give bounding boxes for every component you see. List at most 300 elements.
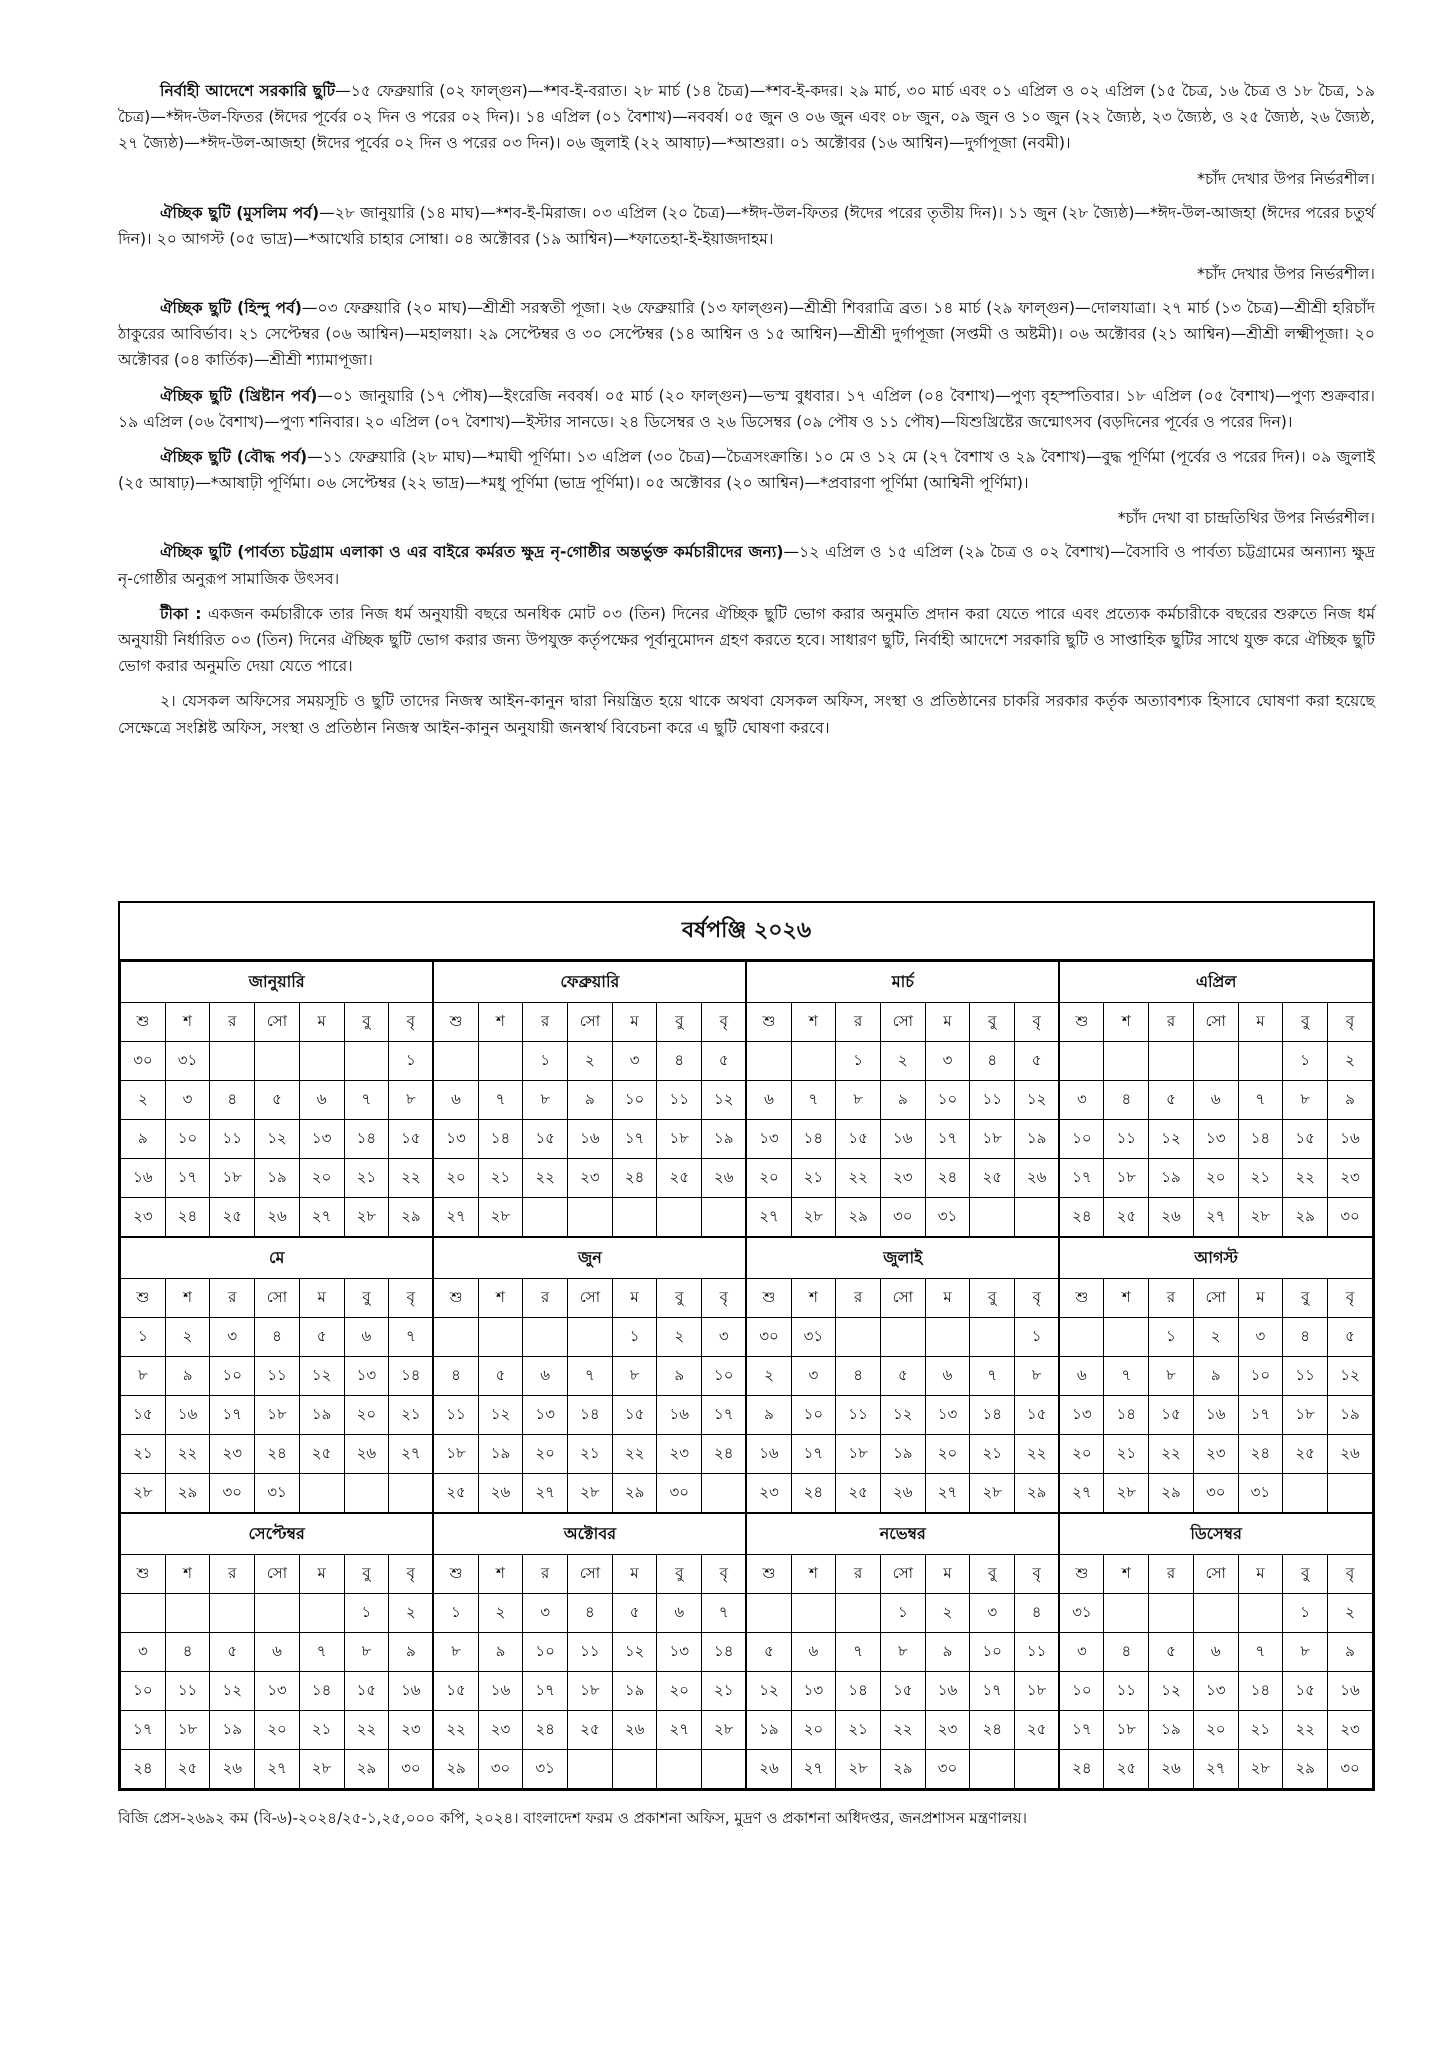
weekday-label: শ (165, 1555, 210, 1594)
week-row (121, 1474, 1373, 1514)
weekday-label: ম (1238, 1279, 1283, 1318)
day-cell: ৩ (1059, 1633, 1104, 1672)
day-cell: ২৬ (1015, 1159, 1060, 1198)
day-cell: ৫ (880, 1357, 925, 1396)
day-cell: ৩০ (121, 1042, 166, 1081)
day-cell: ২৩ (210, 1435, 255, 1474)
day-cell: ১৭ (1059, 1711, 1104, 1750)
day-cell: ২৩ (925, 1711, 970, 1750)
day-cell: ৩ (1238, 1318, 1283, 1357)
day-cell (612, 1750, 657, 1789)
day-cell: ৭ (299, 1633, 344, 1672)
week-row (121, 1594, 1373, 1633)
weekday-label: বৃ (389, 1003, 434, 1042)
day-cell: ৮ (1283, 1081, 1328, 1120)
weekday-label: বৃ (389, 1279, 434, 1318)
day-cell: ২২ (1015, 1435, 1060, 1474)
day-cell: ৬ (657, 1594, 702, 1633)
weekday-label: সো (568, 1003, 613, 1042)
lunar-note: *চাঁদ দেখা বা চান্দ্রতিথির উপর নির্ভরশীল। (1117, 509, 1375, 528)
day-cell: ১ (121, 1318, 166, 1357)
day-cell: ১ (344, 1594, 389, 1633)
day-cell: ২৩ (1327, 1711, 1372, 1750)
day-cell (970, 1318, 1015, 1357)
day-cell: ৮ (433, 1633, 478, 1672)
day-cell: ২৮ (791, 1198, 836, 1238)
day-cell: ২৬ (702, 1159, 747, 1198)
day-cell: ১২ (1149, 1120, 1194, 1159)
month-header-row (121, 962, 1373, 1003)
day-cell: ৫ (702, 1042, 747, 1081)
day-cell: ২৩ (746, 1474, 791, 1514)
day-cell: ২৪ (1059, 1750, 1104, 1789)
weekday-label: শ (165, 1003, 210, 1042)
day-cell: ৯ (1327, 1633, 1372, 1672)
day-cell: ২৪ (121, 1750, 166, 1789)
day-cell: ২৫ (433, 1474, 478, 1514)
day-cell: ৮ (880, 1633, 925, 1672)
day-cell: ৪ (433, 1357, 478, 1396)
day-cell: ৮ (389, 1081, 434, 1120)
weekday-label: বু (970, 1279, 1015, 1318)
weekday-row (121, 1555, 1373, 1594)
week-row (121, 1042, 1373, 1081)
day-cell: ২ (1327, 1042, 1372, 1081)
calendar-title: বর্ষপঞ্জি ২০২৬ (120, 903, 1373, 961)
weekday-row (121, 1003, 1373, 1042)
month-name: মে (121, 1237, 434, 1279)
day-cell: ২৩ (1327, 1159, 1372, 1198)
day-cell: ১৭ (970, 1672, 1015, 1711)
day-cell (299, 1594, 344, 1633)
day-cell: ১৯ (478, 1435, 523, 1474)
paragraph-text: —১৫ ফেব্রুয়ারি (০২ ফাল্গুন)—*শব-ই-বরাত। ২৮ মার্চ (১৪ চৈত্র)—*শব-ই-কদর। ২৯ মার্চ, ৩০ মার্চ এবং ০১ এপ্রিল ও ০২ এপ্রিল (১৫ চৈত্র, ১৬ চৈত্র ও ১৮ চৈত্র, ১৯ চৈত্র)—*ঈদ-উল-ফিতর (ঈদের পূর্বের ০২ দিন ও পরের ০২ দিন)। ১৪ এপ্রিল (০১ বৈশাখ)—নববর্ষ। ০৫ জুন ও ০৬ জুন এবং ০৮ জুন, ০৯ জুন ও ১০ জুন (২২ জ্যৈষ্ঠ, ২৩ জ্যৈষ্ঠ, ও ২৫ জ্যৈষ্ঠ, ২৬ জ্যৈষ্ঠ, ২৭ জ্যৈষ্ঠ)—*ঈদ-উল-আজহা (ঈদের পূর্বের ০২ দিন ও পরের ০৩ দিন)। ০৬ জুলাই (২২ আষাঢ়)—*আশুরা। ০১ অক্টোবর (১৬ আশ্বিন)—দুর্গাপূজা (নবমী)। (118, 82, 1375, 153)
day-cell (657, 1198, 702, 1238)
day-cell: ১ (389, 1042, 434, 1081)
day-cell (344, 1042, 389, 1081)
week-row (121, 1357, 1373, 1396)
day-cell: ৩ (791, 1357, 836, 1396)
day-cell: ৭ (702, 1594, 747, 1633)
day-cell: ১৭ (791, 1435, 836, 1474)
week-row (121, 1711, 1373, 1750)
day-cell: ৬ (299, 1081, 344, 1120)
weekday-label: বৃ (1327, 1279, 1372, 1318)
day-cell: ১২ (1327, 1357, 1372, 1396)
month-name: অক্টোবর (433, 1513, 746, 1555)
day-cell: ১ (836, 1042, 881, 1081)
day-cell: ২৮ (299, 1750, 344, 1789)
weekday-label: সো (880, 1003, 925, 1042)
day-cell: ২৯ (344, 1750, 389, 1789)
day-cell: ৪ (165, 1633, 210, 1672)
weekday-label: ম (925, 1279, 970, 1318)
day-cell: ২১ (1104, 1435, 1149, 1474)
day-cell: ২০ (255, 1711, 300, 1750)
day-cell: ২৮ (1238, 1198, 1283, 1238)
weekday-label: শু (433, 1279, 478, 1318)
paragraph-lead: ঐচ্ছিক ছুটি (মুসলিম পর্ব) (160, 203, 320, 222)
day-cell: ১৮ (210, 1159, 255, 1198)
day-cell: ১০ (210, 1357, 255, 1396)
day-cell: ৮ (836, 1081, 881, 1120)
day-cell: ৩০ (880, 1198, 925, 1238)
moon-sighting-note: *চাঁদ দেখার উপর নির্ভরশীল। (1197, 169, 1375, 188)
day-cell: ১৫ (612, 1396, 657, 1435)
week-row (121, 1633, 1373, 1672)
day-cell: ২১ (344, 1159, 389, 1198)
day-cell: ৯ (925, 1633, 970, 1672)
weekday-label: বু (344, 1279, 389, 1318)
weekday-label: র (836, 1003, 881, 1042)
day-cell: ২০ (746, 1159, 791, 1198)
day-cell: ২৪ (970, 1711, 1015, 1750)
paragraph-text: ২। যেসকল অফিসের সময়সূচি ও ছুটি তাদের নিজস্ব আইন-কানুন দ্বারা নিয়ন্ত্রিত হয়ে থাকে অথবা যেসকল অফিস, সংস্থা ও প্রতিষ্ঠানের চাকরি সরকার কর্তৃক অত্যাবশ্যক হিসাবে ঘোষণা করা হয়েছে সেক্ষেত্রে সংশ্লিষ্ট অফিস, সংস্থা ও প্রতিষ্ঠান নিজস্ব আইন-কানুন অনুযায়ী জনস্বার্থ বিবেচনা করে এ ছুটি ঘোষণা করবে। (118, 692, 1375, 737)
day-cell: ২৭ (657, 1711, 702, 1750)
day-cell: ১৩ (344, 1357, 389, 1396)
weekday-label: ম (299, 1279, 344, 1318)
weekday-label: ম (1238, 1003, 1283, 1042)
day-cell: ২২ (433, 1711, 478, 1750)
week-row (121, 1159, 1373, 1198)
day-cell (1149, 1594, 1194, 1633)
day-cell: ২ (746, 1357, 791, 1396)
day-cell: ১৫ (433, 1672, 478, 1711)
day-cell: ২৩ (389, 1711, 434, 1750)
weekday-label: বু (1283, 1555, 1328, 1594)
day-cell: ২৫ (836, 1474, 881, 1514)
day-cell: ২৩ (657, 1435, 702, 1474)
day-cell: ২ (657, 1318, 702, 1357)
day-cell: ১০ (791, 1396, 836, 1435)
day-cell: ১৩ (299, 1120, 344, 1159)
day-cell (1149, 1042, 1194, 1081)
day-cell: ৯ (746, 1396, 791, 1435)
paragraph-executive-holidays (118, 78, 1375, 157)
day-cell: ১৪ (970, 1396, 1015, 1435)
day-cell: ৫ (1015, 1042, 1060, 1081)
day-cell: ২৮ (344, 1198, 389, 1238)
day-cell: ১৮ (836, 1435, 881, 1474)
day-cell: ১৯ (1149, 1711, 1194, 1750)
weekday-label: শু (121, 1003, 166, 1042)
day-cell (389, 1474, 434, 1514)
day-cell: ১১ (255, 1357, 300, 1396)
day-cell: ২১ (121, 1435, 166, 1474)
day-cell: ১৩ (746, 1120, 791, 1159)
day-cell: ১৭ (210, 1396, 255, 1435)
day-cell: ২১ (299, 1711, 344, 1750)
day-cell: ২২ (1149, 1435, 1194, 1474)
week-row (121, 1198, 1373, 1238)
day-cell: ৩ (702, 1318, 747, 1357)
day-cell: ২৩ (478, 1711, 523, 1750)
weekday-label: শু (1059, 1003, 1104, 1042)
day-cell: ৩১ (523, 1750, 568, 1789)
paragraph-clause-2 (118, 688, 1375, 740)
day-cell: ৫ (210, 1633, 255, 1672)
day-cell: ২২ (836, 1159, 881, 1198)
day-cell: ১৮ (165, 1711, 210, 1750)
weekday-label: শ (1104, 1003, 1149, 1042)
day-cell: ২০ (344, 1396, 389, 1435)
day-cell: ১৮ (1283, 1396, 1328, 1435)
day-cell: ১ (523, 1042, 568, 1081)
day-cell: ২০ (791, 1711, 836, 1750)
day-cell: ৯ (657, 1357, 702, 1396)
day-cell: ২১ (1238, 1711, 1283, 1750)
day-cell: ১৯ (1015, 1120, 1060, 1159)
weekday-label: শু (1059, 1555, 1104, 1594)
day-cell: ২০ (523, 1435, 568, 1474)
day-cell: ৩০ (657, 1474, 702, 1514)
weekday-label: শু (121, 1555, 166, 1594)
day-cell: ১৯ (299, 1396, 344, 1435)
day-cell (568, 1198, 613, 1238)
day-cell: ২৮ (702, 1711, 747, 1750)
day-cell: ১০ (612, 1081, 657, 1120)
weekday-label: শ (478, 1555, 523, 1594)
day-cell: ৯ (478, 1633, 523, 1672)
day-cell: ২৭ (1193, 1198, 1238, 1238)
day-cell: ২৪ (523, 1711, 568, 1750)
day-cell (299, 1042, 344, 1081)
day-cell: ২১ (478, 1159, 523, 1198)
day-cell: ২০ (433, 1159, 478, 1198)
month-name: মার্চ (746, 962, 1059, 1003)
day-cell: ১৬ (121, 1159, 166, 1198)
day-cell: ১৯ (880, 1435, 925, 1474)
day-cell: ৯ (389, 1633, 434, 1672)
weekday-label: শু (121, 1279, 166, 1318)
day-cell (255, 1042, 300, 1081)
day-cell: ১০ (1059, 1672, 1104, 1711)
day-cell: ২৬ (210, 1750, 255, 1789)
day-cell: ১৪ (702, 1633, 747, 1672)
day-cell: ৩ (523, 1594, 568, 1633)
month-name: ফেব্রুয়ারি (433, 962, 746, 1003)
weekday-label: বু (970, 1555, 1015, 1594)
day-cell: ২৪ (1238, 1435, 1283, 1474)
day-cell (478, 1042, 523, 1081)
day-cell: ৩০ (1193, 1474, 1238, 1514)
day-cell: ১২ (299, 1357, 344, 1396)
weekday-row (121, 1279, 1373, 1318)
day-cell: ২৯ (165, 1474, 210, 1514)
day-cell: ১৯ (612, 1672, 657, 1711)
day-cell: ১৭ (523, 1672, 568, 1711)
day-cell (925, 1318, 970, 1357)
day-cell: ৪ (836, 1357, 881, 1396)
day-cell: ১৬ (165, 1396, 210, 1435)
day-cell: ১০ (1238, 1357, 1283, 1396)
day-cell (1059, 1042, 1104, 1081)
day-cell (702, 1474, 747, 1514)
day-cell: ৮ (344, 1633, 389, 1672)
month-name: জানুয়ারি (121, 962, 434, 1003)
day-cell: ৬ (925, 1357, 970, 1396)
day-cell: ৭ (836, 1633, 881, 1672)
day-cell: ২৭ (1059, 1474, 1104, 1514)
day-cell: ১৩ (1193, 1120, 1238, 1159)
day-cell: ৫ (1149, 1081, 1194, 1120)
day-cell: ৫ (1149, 1633, 1194, 1672)
day-cell: ৭ (970, 1357, 1015, 1396)
day-cell: ১ (433, 1594, 478, 1633)
day-cell: ২৮ (1104, 1474, 1149, 1514)
weekday-label: সো (255, 1003, 300, 1042)
day-cell (1015, 1750, 1060, 1789)
day-cell: ৩১ (1238, 1474, 1283, 1514)
weekday-label: সো (568, 1555, 613, 1594)
day-cell: ১৪ (836, 1672, 881, 1711)
month-name: আগস্ট (1059, 1237, 1372, 1279)
day-cell: ২৩ (880, 1159, 925, 1198)
weekday-label: শু (746, 1279, 791, 1318)
day-cell (568, 1750, 613, 1789)
day-cell: ১ (1283, 1042, 1328, 1081)
day-cell: ৬ (344, 1318, 389, 1357)
week-row (121, 1318, 1373, 1357)
weekday-label: র (836, 1555, 881, 1594)
weekday-label: বু (657, 1003, 702, 1042)
day-cell: ৭ (1104, 1357, 1149, 1396)
weekday-label: সো (255, 1279, 300, 1318)
day-cell: ৫ (255, 1081, 300, 1120)
day-cell: ১৭ (121, 1711, 166, 1750)
day-cell: ১৫ (1149, 1396, 1194, 1435)
weekday-label: র (523, 1279, 568, 1318)
day-cell: ১৯ (746, 1711, 791, 1750)
day-cell: ১ (612, 1318, 657, 1357)
day-cell (746, 1042, 791, 1081)
weekday-label: র (1149, 1279, 1194, 1318)
day-cell: ২৮ (970, 1474, 1015, 1514)
day-cell: ১ (1015, 1318, 1060, 1357)
month-header-row (121, 1513, 1373, 1555)
day-cell (836, 1318, 881, 1357)
day-cell: ৪ (210, 1081, 255, 1120)
day-cell: ২০ (1059, 1435, 1104, 1474)
day-cell: ১৯ (210, 1711, 255, 1750)
day-cell: ৩০ (478, 1750, 523, 1789)
day-cell: ১৮ (970, 1120, 1015, 1159)
day-cell: ২২ (165, 1435, 210, 1474)
day-cell: ১৯ (1149, 1159, 1194, 1198)
day-cell: ২৫ (970, 1159, 1015, 1198)
day-cell: ৭ (344, 1081, 389, 1120)
weekday-label: সো (880, 1555, 925, 1594)
day-cell: ৯ (165, 1357, 210, 1396)
day-cell: ৩ (925, 1042, 970, 1081)
day-cell: ১১ (165, 1672, 210, 1711)
day-cell: ১৪ (389, 1357, 434, 1396)
weekday-label: র (523, 1555, 568, 1594)
day-cell: ২ (568, 1042, 613, 1081)
day-cell (344, 1474, 389, 1514)
day-cell: ৯ (1327, 1081, 1372, 1120)
day-cell (1327, 1474, 1372, 1514)
day-cell: ১৬ (568, 1120, 613, 1159)
day-cell: ২২ (344, 1711, 389, 1750)
day-cell: ২৮ (478, 1198, 523, 1238)
day-cell: ২৫ (1104, 1750, 1149, 1789)
day-cell: ২৫ (299, 1435, 344, 1474)
day-cell: ২৯ (389, 1198, 434, 1238)
weekday-label: শ (791, 1003, 836, 1042)
day-cell: ৩ (165, 1081, 210, 1120)
weekday-label: বৃ (389, 1555, 434, 1594)
calendar-table (120, 961, 1373, 1789)
day-cell: ২৪ (255, 1435, 300, 1474)
weekday-label: বু (1283, 1003, 1328, 1042)
day-cell: ২৭ (1193, 1750, 1238, 1789)
weekday-label: বু (344, 1555, 389, 1594)
day-cell: ২৩ (1193, 1435, 1238, 1474)
day-cell: ১০ (523, 1633, 568, 1672)
day-cell (657, 1750, 702, 1789)
day-cell: ৫ (478, 1357, 523, 1396)
day-cell: ৩১ (791, 1318, 836, 1357)
day-cell: ১৩ (1193, 1672, 1238, 1711)
day-cell: ৭ (389, 1318, 434, 1357)
day-cell (523, 1318, 568, 1357)
day-cell: ২২ (880, 1711, 925, 1750)
weekday-label: শু (746, 1003, 791, 1042)
weekday-label: ম (612, 1555, 657, 1594)
weekday-label: সো (1193, 1003, 1238, 1042)
day-cell: ২২ (1283, 1159, 1328, 1198)
day-cell: ২০ (925, 1435, 970, 1474)
day-cell: ২৫ (1015, 1711, 1060, 1750)
day-cell: ১৬ (1327, 1120, 1372, 1159)
day-cell: ১২ (612, 1633, 657, 1672)
day-cell: ৩১ (255, 1474, 300, 1514)
paragraph-muslim-optional (118, 200, 1375, 252)
day-cell (970, 1198, 1015, 1238)
day-cell: ২ (1193, 1318, 1238, 1357)
day-cell: ২৫ (1104, 1198, 1149, 1238)
day-cell: ২৫ (165, 1750, 210, 1789)
moon-sighting-note: *চাঁদ দেখার উপর নির্ভরশীল। (1197, 265, 1375, 284)
weekday-label: শু (1059, 1279, 1104, 1318)
day-cell (433, 1318, 478, 1357)
day-cell: ৩ (1059, 1081, 1104, 1120)
weekday-label: ম (1238, 1555, 1283, 1594)
day-cell: ১৫ (880, 1672, 925, 1711)
paragraph-buddhist-optional (118, 444, 1375, 496)
day-cell: ২৮ (568, 1474, 613, 1514)
day-cell (1238, 1594, 1283, 1633)
day-cell: ২১ (389, 1396, 434, 1435)
weekday-label: র (836, 1279, 881, 1318)
day-cell: ৫ (612, 1594, 657, 1633)
day-cell: ২১ (702, 1672, 747, 1711)
day-cell: ১১ (836, 1396, 881, 1435)
paragraph-lead: ঐচ্ছিক ছুটি (হিন্দু পর্ব) (160, 299, 302, 318)
weekday-label: র (1149, 1003, 1194, 1042)
day-cell: ১৭ (612, 1120, 657, 1159)
weekday-label: শু (433, 1003, 478, 1042)
day-cell: ১৯ (702, 1120, 747, 1159)
weekday-label: ম (299, 1555, 344, 1594)
weekday-label: বৃ (1327, 1555, 1372, 1594)
paragraph-lead: ঐচ্ছিক ছুটি (খ্রিষ্টান পর্ব) (160, 386, 318, 405)
day-cell: ৫ (746, 1633, 791, 1672)
day-cell: ৩১ (165, 1042, 210, 1081)
day-cell (210, 1042, 255, 1081)
day-cell: ১৪ (791, 1120, 836, 1159)
